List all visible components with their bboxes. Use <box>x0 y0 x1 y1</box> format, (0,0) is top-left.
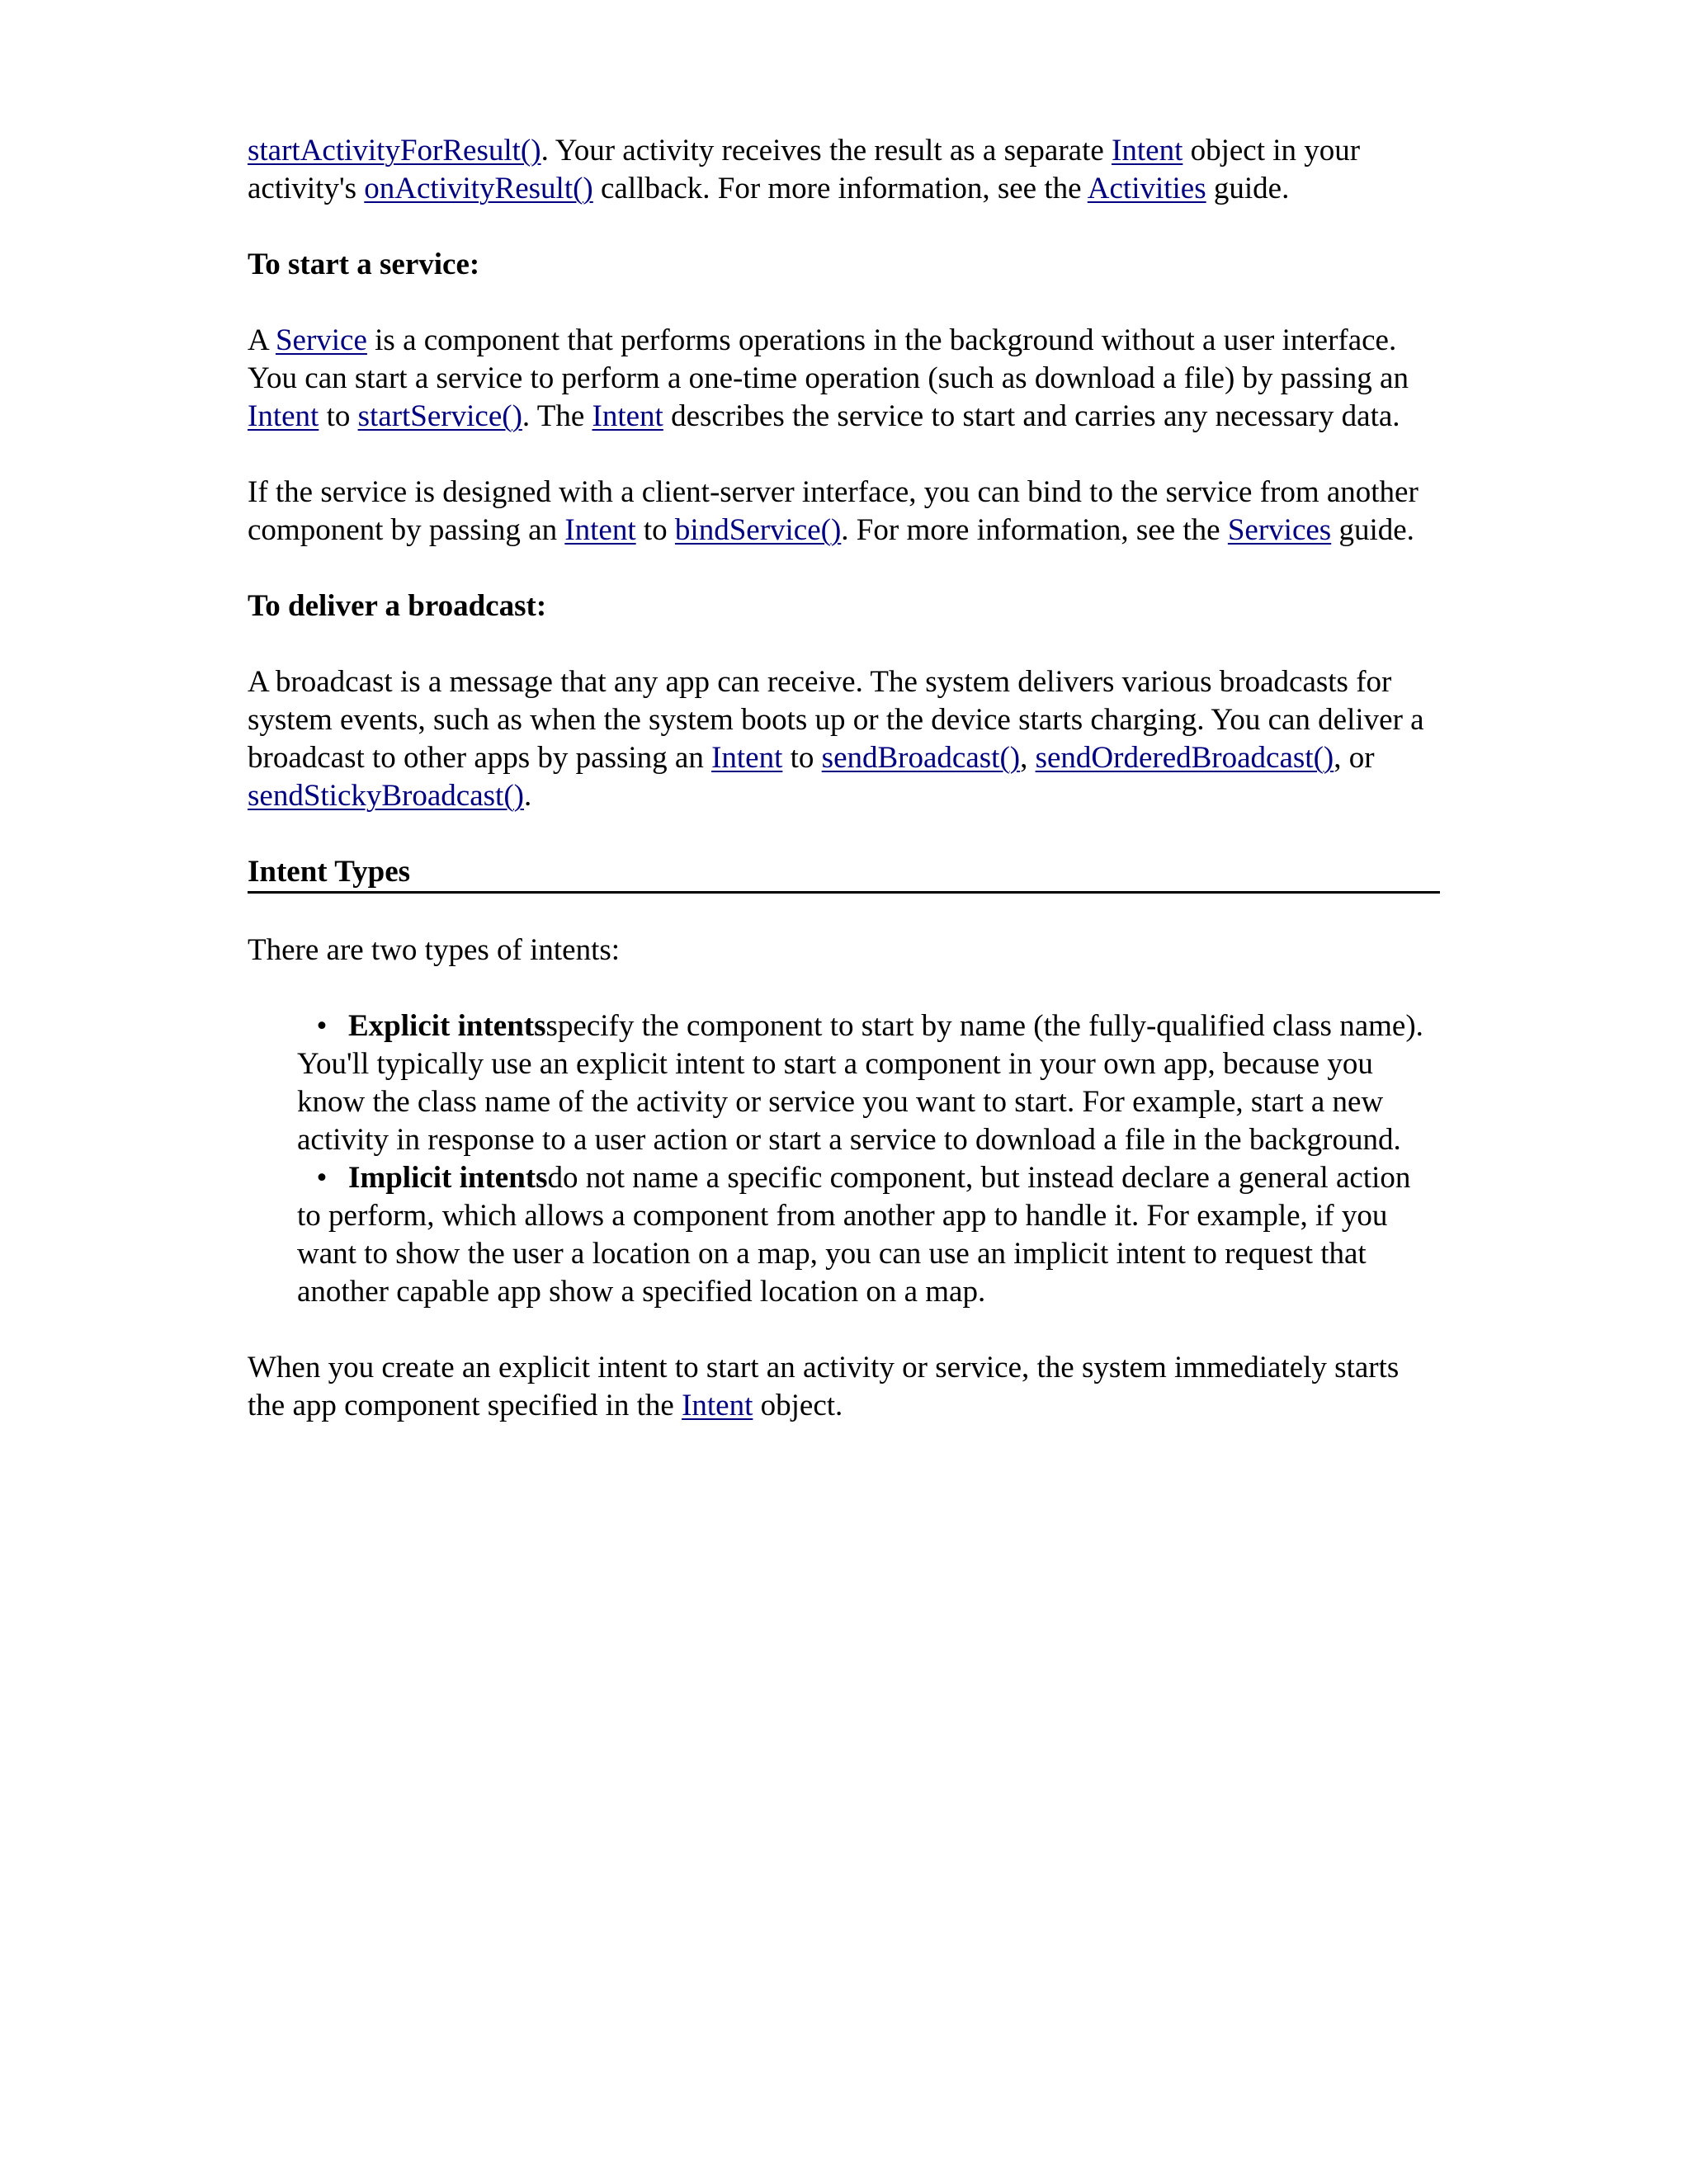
explicit-start-paragraph <box>248 1349 1440 1425</box>
activity-result-paragraph <box>248 132 1440 208</box>
paragraph-text: object. <box>753 1389 843 1422</box>
on-activity-result-link[interactable]: onActivityResult() <box>364 172 593 205</box>
intent-link[interactable]: Intent <box>1112 134 1183 167</box>
paragraph-text: When you create an explicit intent to start an activity or service, the system immediately starts the app component specified in the <box>248 1351 1400 1422</box>
list-item-text <box>297 1159 1440 1311</box>
list-item-text <box>297 1007 1440 1159</box>
paragraph-text: , or <box>1334 741 1375 775</box>
intent-types-heading: Intent Types <box>248 853 1440 894</box>
bullet-icon: • <box>316 1161 328 1195</box>
intent-link[interactable]: Intent <box>682 1389 753 1422</box>
paragraph-text: A broadcast is a message that any app can receive. The system delivers various broadcasts for system events, such as when the system boots up or the device starts charging. You can deliver a broadcast to other apps by passing an <box>248 665 1424 775</box>
intent-link[interactable]: Intent <box>711 741 783 775</box>
paragraph-text: guide. <box>1206 172 1290 205</box>
spacer <box>248 625 1440 663</box>
broadcast-paragraph <box>248 663 1440 815</box>
activities-guide-link[interactable]: Activities <box>1087 172 1206 205</box>
paragraph-text: callback. For more information, see the <box>592 172 1088 205</box>
send-ordered-broadcast-link[interactable]: sendOrderedBroadcast() <box>1035 741 1334 775</box>
spacer <box>248 436 1440 474</box>
paragraph-text: to <box>635 513 675 547</box>
paragraph-text: A <box>248 323 276 357</box>
service-link[interactable]: Service <box>275 323 367 357</box>
paragraph-text: . For more information, see the <box>841 513 1228 547</box>
list-item-description: specify the component to start by name (the fully-qualified class name). You'll typically use an explicit intent to start a component in your own app, because you know the class name of the activity or service you want to start. For example, start a new activity in response to a user action or start a service to download a file in the background. <box>297 1009 1423 1157</box>
send-broadcast-link[interactable]: sendBroadcast() <box>821 741 1021 775</box>
intent-link[interactable]: Intent <box>564 513 636 547</box>
spacer <box>248 550 1440 587</box>
start-service-link[interactable]: startService() <box>357 399 522 433</box>
list-item-term: Explicit intents <box>348 1009 546 1043</box>
deliver-broadcast-heading: To deliver a broadcast: <box>248 589 547 623</box>
list-item-explicit-intents <box>248 1007 1440 1159</box>
two-types-paragraph: There are two types of intents: <box>248 933 621 967</box>
services-guide-link[interactable]: Services <box>1227 513 1332 547</box>
paragraph-text: . Your activity receives the result as a separate <box>541 134 1112 167</box>
spacer <box>248 1311 1440 1349</box>
start-service-heading: To start a service: <box>248 248 480 281</box>
list-item-term: Implicit intents <box>348 1161 548 1195</box>
paragraph-text: describes the service to start and carries any necessary data. <box>663 399 1400 433</box>
list-item-description: do not name a specific component, but instead declare a general action to perform, which allows a component from another app to handle it. For example, if you want to show the user a location on a map, you can use an implicit intent to request that another capable app show a specified location on a map. <box>297 1161 1411 1309</box>
send-sticky-broadcast-link[interactable]: sendStickyBroadcast() <box>248 779 524 813</box>
paragraph-text: guide. <box>1331 513 1414 547</box>
paragraph-text: . <box>523 779 532 813</box>
bind-service-link[interactable]: bindService() <box>674 513 842 547</box>
paragraph-text: object in your activity's <box>248 134 1361 205</box>
spacer <box>248 894 1440 932</box>
bullet-icon: • <box>316 1009 328 1043</box>
document-page <box>248 132 1440 1425</box>
spacer <box>248 208 1440 246</box>
intent-link[interactable]: Intent <box>248 399 319 433</box>
paragraph-text: , <box>1020 741 1036 775</box>
bind-service-paragraph <box>248 474 1440 550</box>
paragraph-text: to <box>319 399 358 433</box>
paragraph-text: to <box>782 741 822 775</box>
service-paragraph <box>248 322 1440 436</box>
paragraph-text: If the service is designed with a client-server interface, you can bind to the service from another component by passing an <box>248 475 1419 547</box>
intent-types-list <box>248 1007 1440 1311</box>
intent-link[interactable]: Intent <box>592 399 663 433</box>
spacer <box>248 969 1440 1007</box>
start-activity-for-result-link[interactable]: startActivityForResult() <box>248 134 541 167</box>
paragraph-text: is a component that performs operations in the background without a user interface. You can start a service to perform a one-time operation (such as download a file) by passing an <box>248 323 1409 395</box>
list-item-implicit-intents <box>248 1159 1440 1311</box>
paragraph-text: . The <box>522 399 592 433</box>
spacer <box>248 815 1440 853</box>
spacer <box>248 284 1440 322</box>
